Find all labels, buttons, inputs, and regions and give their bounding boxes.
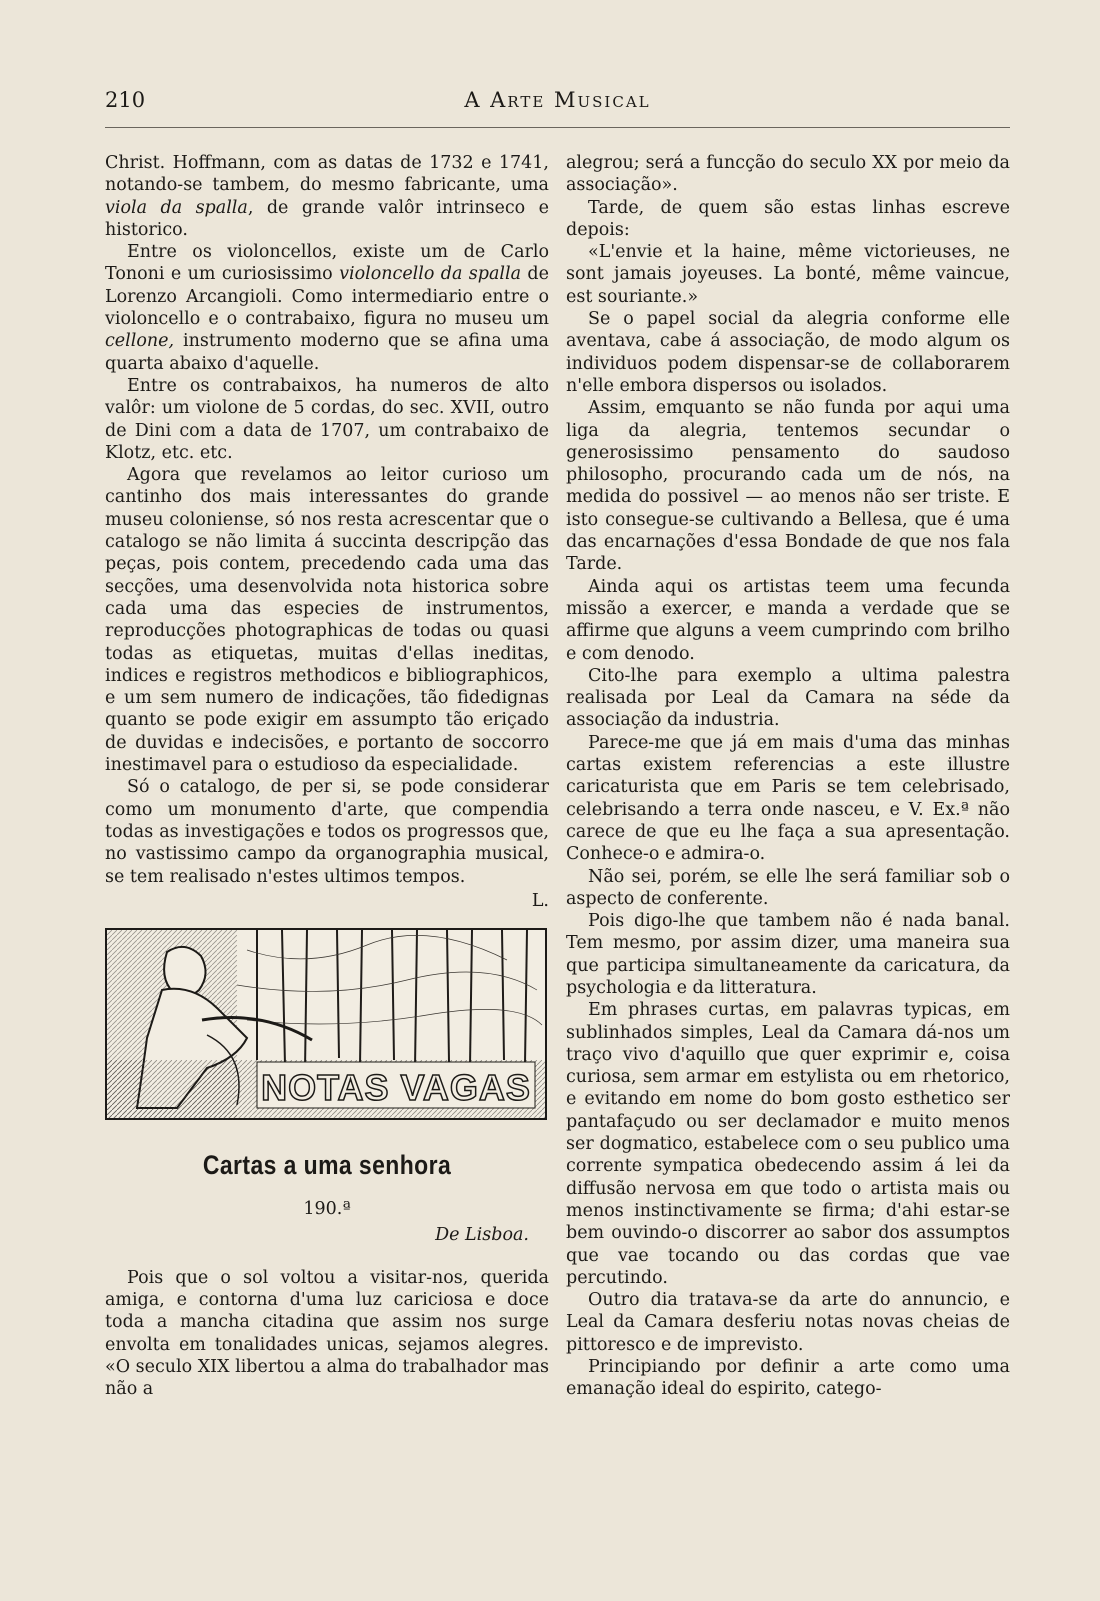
author-signature: L. xyxy=(531,890,549,911)
paragraph: Tarde, de quem são estas linhas escreve depois: xyxy=(566,197,1010,240)
paragraph: Outro dia tratava-se da arte do annuncio, e Leal da Camara desferiu notas novas cheias de pittoresco e de imprevisto. xyxy=(566,1290,1010,1355)
letter-number: 190.ª xyxy=(303,1198,351,1219)
paragraph: Ainda aqui os artistas teem uma fecunda missão a exercer, e manda a verdade que se affirme que alguns a veem cumprindo com brilho e com denodo. xyxy=(566,576,1010,664)
paragraph: Se o papel social da alegria conforme elle aventava, cabe á associação, de modo algum os individuos podem dispensar-se de collaborarem n'elle embora dispersos ou isolados. xyxy=(566,309,1010,396)
page-number: 210 xyxy=(105,88,146,112)
paragraph: Pois digo-lhe que tambem não é nada banal. Tem mesmo, por assim dizer, uma maneira sua que participa simultaneamente da caricatura, da psychologia e da litteratura. xyxy=(566,911,1010,998)
paragraph: Assim, emquanto se não funda por aqui uma liga da alegria, tentemos secundar o generosissimo pensamento do saudoso philosopho, procurando cada um de nós, na medida do possivel — ao menos não ser triste. E isto consegue-se cultivando a Bellesa, que é uma das encarnações d'essa Bondade de que nos fala Tarde. xyxy=(566,398,1010,575)
paragraph: Parece-me que já em mais d'uma das minhas cartas existem referencias a este illustre caricaturista que em Paris se tem celebrisado, celebrisando a terra onde nasceu, e V. Ex.ª não carece de que eu lhe faça a sua apresentação. Conhece-o e admira-o. xyxy=(566,732,1010,865)
right-column xyxy=(566,152,1010,1401)
notas-vagas-illustration xyxy=(105,928,547,1120)
running-title: A Arte Musical xyxy=(464,88,651,112)
paragraph: «L'envie et la haine, même victorieuses, ne sont jamais joyeuses. La bonté, même vaincue, est souriante.» xyxy=(566,242,1010,307)
paragraph: Pois que o sol voltou a visitar-nos, querida amiga, e contorna d'uma luz cariciosa e doce toda a mancha citadina que assim nos surge envolta em tonalidades unicas, sejamos alegres. «O seculo XIX libertou a alma do trabalhador mas não a xyxy=(105,1267,549,1400)
paragraph: Agora que revelamos ao leitor curioso um cantinho dos mais interessantes do grande museu coloniense, só nos resta acrescentar que o catalogo se não limita á succinta descripção das peças, pois contem, precedendo cada uma das secções, uma desenvolvida nota historica sobre cada uma das especies de instrumentos, reproducções photographicas de todas ou quasi todas as etiquetas, muitas d'ellas ineditas, indices e registros methodicos e bibliographicos, e um sem numero de indicações, tão fidedignas quanto se pode exigir em assumpto tão eriçado de duvidas e indecisões, e portanto de soccorro inestimavel para o estudioso da especialidade. xyxy=(105,465,549,776)
section-title: Cartas a uma senhora xyxy=(202,1149,452,1180)
header-rule xyxy=(105,127,1010,128)
paragraph: Só o catalogo, de per si, se pode considerar como um monumento d'arte, que compendia todas as investigações e todos os progressos que, no vastissimo campo da organographia musical, se tem realisado n'estes ultimos tempos. xyxy=(105,777,549,887)
paragraph: Christ. Hoffmann, com as datas de 1732 e 1741, notando-se tambem, do mesmo fabricante, uma viola da spalla, de grande valôr intrinseco e historico. xyxy=(105,153,549,240)
left-column xyxy=(105,152,549,1401)
page-header xyxy=(105,88,1010,118)
letter-place: De Lisboa. xyxy=(435,1224,529,1245)
illustration-title: NOTAS VAGAS xyxy=(261,1066,531,1108)
paragraph: Entre os contrabaixos, ha numeros de alto valôr: um violone de 5 cordas, do sec. XVII, outro de Dini com a data de 1707, um contrabaixo de Klotz, etc. etc. xyxy=(105,375,549,463)
paragraph: Não sei, porém, se elle lhe será familiar sob o aspecto de conferente. xyxy=(566,866,1010,909)
paragraph: Principiando por definir a arte como uma emanação ideal do espirito, catego- xyxy=(566,1357,1010,1400)
paragraph: alegrou; será a funcção do seculo XX por meio da associação». xyxy=(566,153,1010,196)
paragraph: Entre os violoncellos, existe um de Carlo Tononi e um curiosissimo violoncello da spalla de Lorenzo Arcangioli. Como intermediario entre o violoncello e o contrabaixo, figura no museu um cellone, instrumento moderno que se afina uma quarta abaixo d'aquelle. xyxy=(105,242,549,374)
woodcut-engraving xyxy=(107,930,545,1118)
paragraph: Em phrases curtas, em palavras typicas, em sublinhados simples, Leal da Camara dá-nos um traço vivo d'aquillo que quer exprimir e, coisa curiosa, sem armar em estylista ou em rhetorico, e evitando em nome do bom gosto esthetico ser pantafaçudo ou ser declamador e muito menos ser dogmatico, estabelece com o seu publico uma corrente sympatica obedecendo assim á lei da diffusão nervosa em que todo o artista mais ou menos instinctivamente se firma; d'ahi estar-se bem ouvindo-o discorrer ao sabor dos assumptos que vae tocando ou das cordas que vae percutindo. xyxy=(566,1000,1010,1288)
paragraph: Cito-lhe para exemplo a ultima palestra realisada por Leal da Camara na séde da associação da industria. xyxy=(566,665,1010,731)
